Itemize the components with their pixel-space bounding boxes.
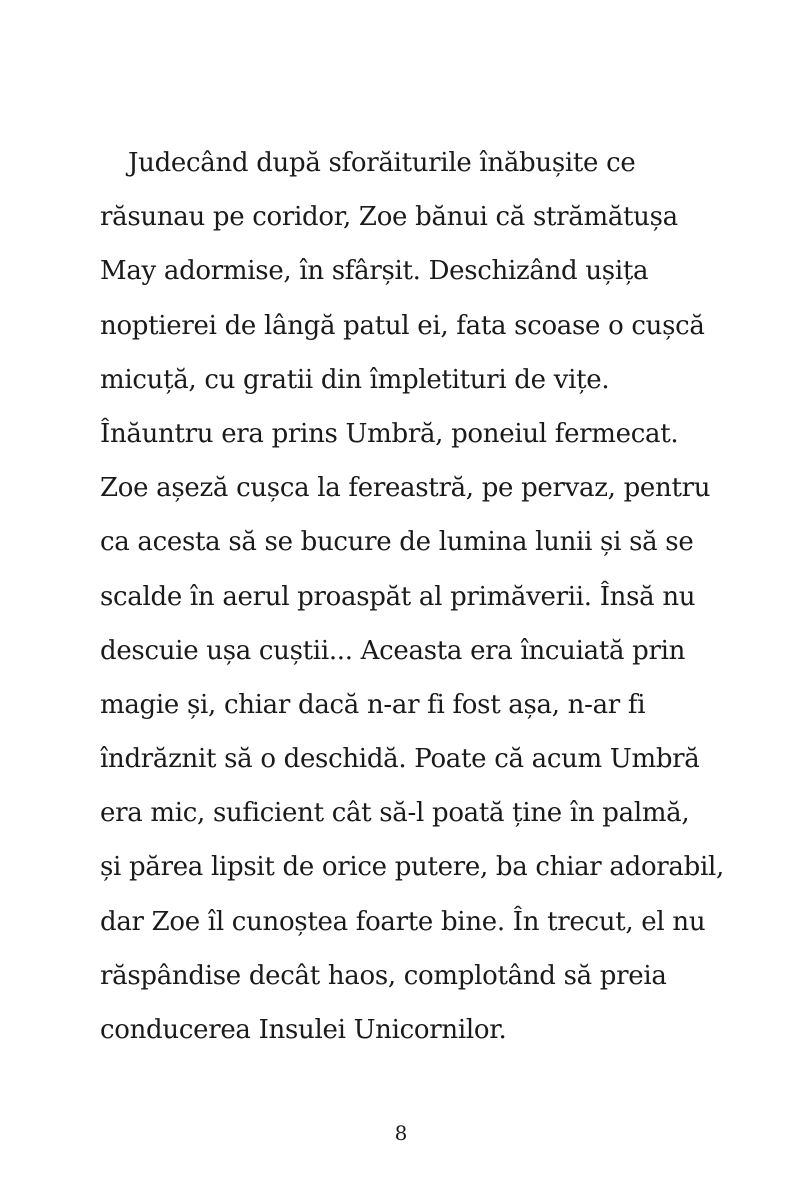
text-line: noptierei de lângă patul ei, fata scoase o cușcă <box>100 310 705 341</box>
text-line: ca acesta să se bucure de lumina lunii și să se <box>100 527 694 558</box>
text-line: și părea lipsit de orice putere, ba chiar adorabil, <box>100 852 724 883</box>
text-line: era mic, suficient cât să-l poată ține în palmă, <box>100 798 690 829</box>
text-line: conducerea Insulei Unicornilor. <box>100 1015 507 1045</box>
text-line: Judecând după sforăiturile înăbușite ce <box>128 148 636 178</box>
text-line: dar Zoe îl cunoștea foarte bine. În trecut, el nu <box>100 906 706 937</box>
text-line: micuță, cu gratii din împletituri de vițe. <box>100 364 610 395</box>
text-line: Zoe așeză cușca la fereastră, pe pervaz, pentru <box>100 473 711 504</box>
text-line: îndrăznit să o deschidă. Poate că acum Umbră <box>100 744 700 775</box>
text-line: răsunau pe coridor, Zoe bănui că strămătușa <box>100 202 678 233</box>
text-line: Înăuntru era prins Umbră, poneiul fermecat. <box>100 418 679 449</box>
text-line: scalde în aerul proaspăt al primăverii. Însă nu <box>100 581 696 612</box>
text-line: descuie ușa cuștii... Aceasta era încuiată prin <box>100 635 686 666</box>
body-paragraph <box>100 136 740 1057</box>
text-line: răspândise decât haos, complotând să preia <box>100 960 667 991</box>
text-line: May adormise, în sfârșit. Deschizând ușița <box>100 256 649 287</box>
text-line: magie și, chiar dacă n-ar fi fost așa, n-ar fi <box>100 689 646 720</box>
page-number: 8 <box>394 1121 408 1145</box>
